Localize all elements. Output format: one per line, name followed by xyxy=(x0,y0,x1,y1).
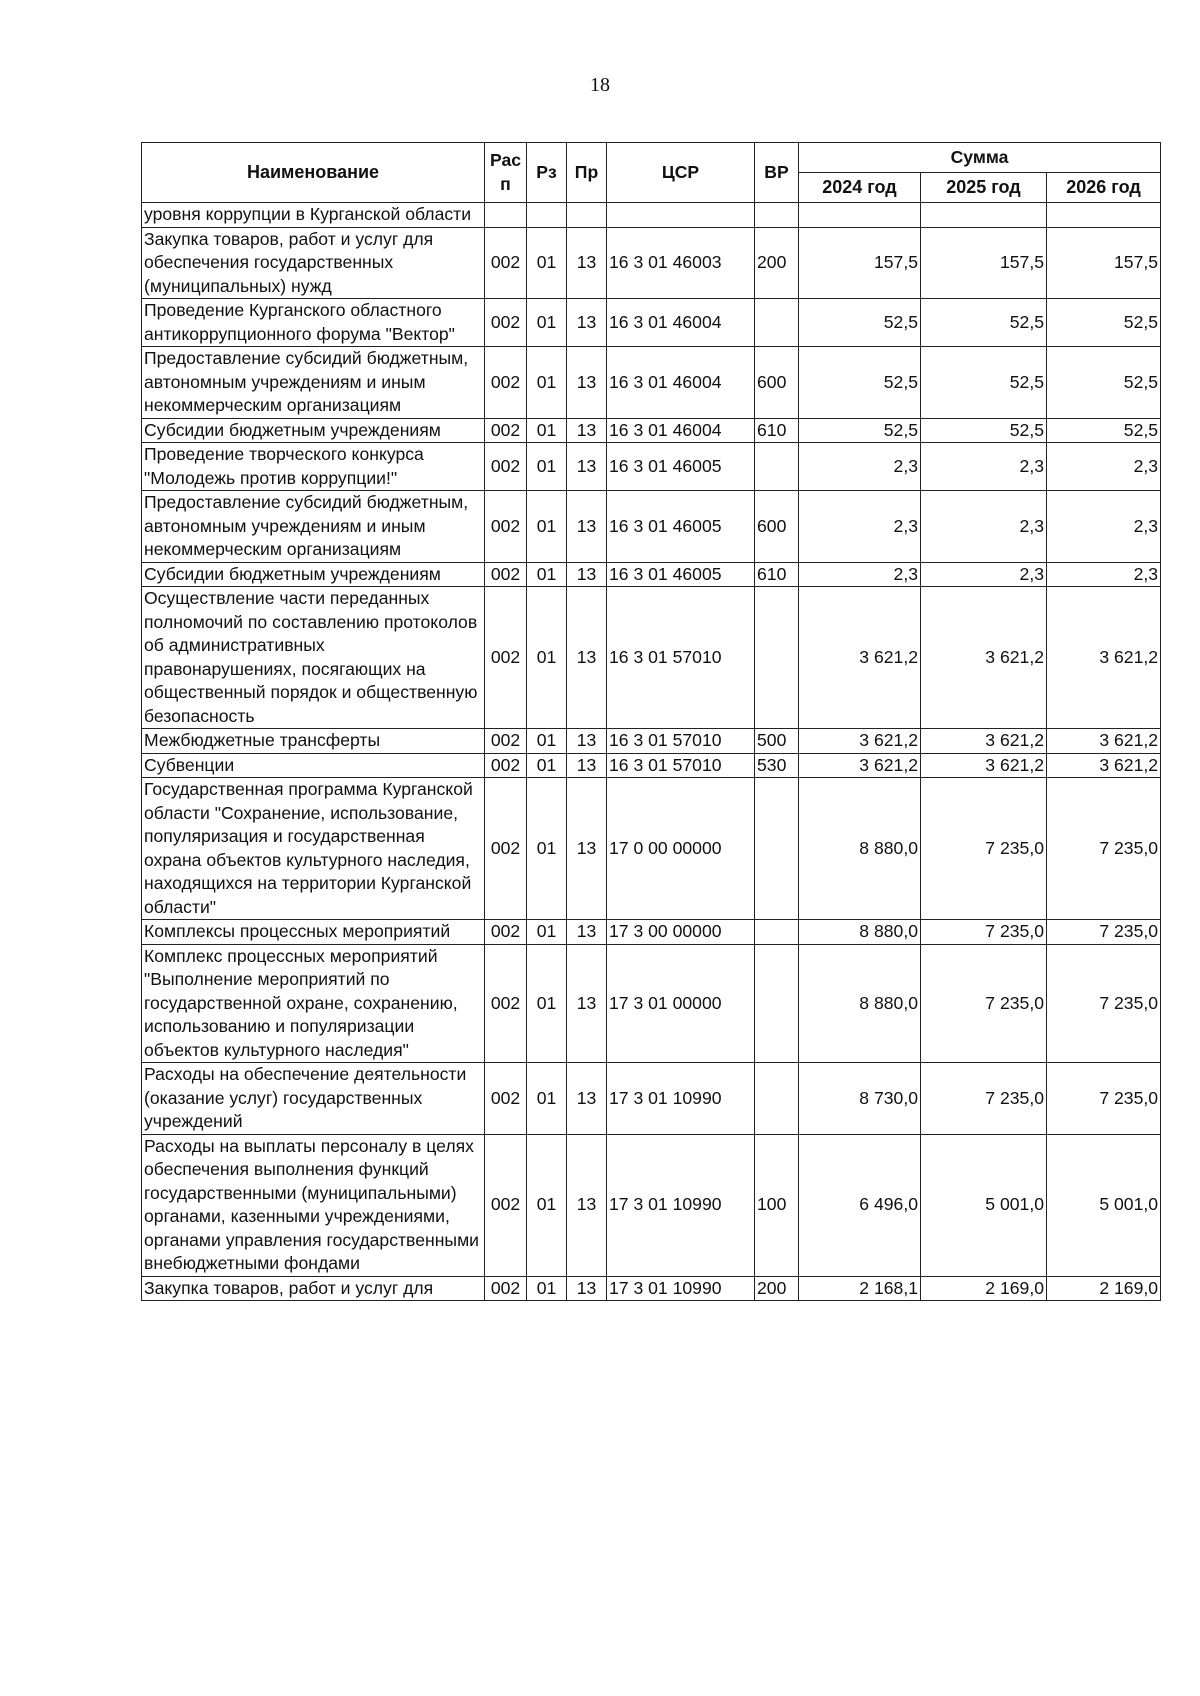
cell-sum-2025: 2,3 xyxy=(921,491,1047,563)
cell-rz: 01 xyxy=(527,1134,567,1276)
cell-csr: 16 3 01 57010 xyxy=(607,753,755,778)
cell-sum-2026: 5 001,0 xyxy=(1047,1134,1161,1276)
table-row xyxy=(142,778,1161,920)
cell-rasp: 002 xyxy=(485,729,527,754)
cell-name: Предоставление субсидий бюджетным, автономным учреждениям и иным некоммерческим организациям xyxy=(142,347,485,419)
cell-name: Государственная программа Курганской области "Сохранение, использование, популяризация и государственная охрана объектов культурного наследия, находящихся на территории Курганской области" xyxy=(142,778,485,920)
cell-rasp: 002 xyxy=(485,753,527,778)
cell-sum-2024: 157,5 xyxy=(799,227,921,299)
table-row xyxy=(142,1276,1161,1301)
cell-sum-2024: 8 880,0 xyxy=(799,920,921,945)
cell-pr: 13 xyxy=(567,1063,607,1135)
cell-rz: 01 xyxy=(527,299,567,347)
cell-sum-2024 xyxy=(799,203,921,228)
cell-csr: 16 3 01 57010 xyxy=(607,729,755,754)
cell-sum-2025: 3 621,2 xyxy=(921,753,1047,778)
cell-rasp: 002 xyxy=(485,944,527,1063)
cell-vr xyxy=(755,587,799,729)
cell-rz: 01 xyxy=(527,944,567,1063)
cell-rasp: 002 xyxy=(485,347,527,419)
cell-sum-2026: 3 621,2 xyxy=(1047,753,1161,778)
cell-rz: 01 xyxy=(527,562,567,587)
cell-sum-2025: 2 169,0 xyxy=(921,1276,1047,1301)
cell-sum-2024: 3 621,2 xyxy=(799,587,921,729)
cell-name: Комплексы процессных мероприятий xyxy=(142,920,485,945)
cell-sum-2026: 7 235,0 xyxy=(1047,920,1161,945)
cell-csr: 16 3 01 46003 xyxy=(607,227,755,299)
header-pr: Пр xyxy=(567,143,607,203)
table-row xyxy=(142,920,1161,945)
cell-pr: 13 xyxy=(567,491,607,563)
cell-vr: 610 xyxy=(755,562,799,587)
cell-name: Проведение творческого конкурса "Молодежь против коррупции!" xyxy=(142,443,485,491)
cell-vr: 500 xyxy=(755,729,799,754)
cell-sum-2024: 2,3 xyxy=(799,562,921,587)
cell-sum-2025: 52,5 xyxy=(921,299,1047,347)
cell-name: Закупка товаров, работ и услуг для xyxy=(142,1276,485,1301)
cell-rasp: 002 xyxy=(485,1276,527,1301)
cell-sum-2024: 6 496,0 xyxy=(799,1134,921,1276)
cell-sum-2024: 2,3 xyxy=(799,443,921,491)
cell-sum-2026: 157,5 xyxy=(1047,227,1161,299)
cell-rz: 01 xyxy=(527,920,567,945)
cell-sum-2025: 52,5 xyxy=(921,418,1047,443)
cell-csr: 16 3 01 46005 xyxy=(607,443,755,491)
header-year-2024: 2024 год xyxy=(799,173,921,203)
cell-rasp: 002 xyxy=(485,587,527,729)
cell-rasp: 002 xyxy=(485,1063,527,1135)
cell-csr xyxy=(607,203,755,228)
header-csr: ЦСР xyxy=(607,143,755,203)
cell-sum-2024: 2 168,1 xyxy=(799,1276,921,1301)
cell-rz xyxy=(527,203,567,228)
cell-vr: 600 xyxy=(755,347,799,419)
cell-sum-2026: 52,5 xyxy=(1047,418,1161,443)
cell-sum-2026: 3 621,2 xyxy=(1047,587,1161,729)
table-row xyxy=(142,753,1161,778)
cell-sum-2024: 52,5 xyxy=(799,299,921,347)
cell-sum-2025: 7 235,0 xyxy=(921,944,1047,1063)
cell-sum-2026: 7 235,0 xyxy=(1047,778,1161,920)
table-row xyxy=(142,944,1161,1063)
cell-rz: 01 xyxy=(527,491,567,563)
cell-sum-2026 xyxy=(1047,203,1161,228)
table-row xyxy=(142,227,1161,299)
table-row xyxy=(142,1063,1161,1135)
cell-rasp: 002 xyxy=(485,443,527,491)
cell-sum-2026: 52,5 xyxy=(1047,347,1161,419)
page-number: 18 xyxy=(590,74,610,96)
cell-name: Субсидии бюджетным учреждениям xyxy=(142,418,485,443)
cell-pr: 13 xyxy=(567,347,607,419)
cell-vr: 530 xyxy=(755,753,799,778)
header-name: Наименование xyxy=(142,143,485,203)
cell-pr: 13 xyxy=(567,587,607,729)
cell-rasp: 002 xyxy=(485,778,527,920)
cell-csr: 17 3 01 00000 xyxy=(607,944,755,1063)
table-row xyxy=(142,729,1161,754)
cell-csr: 16 3 01 46005 xyxy=(607,491,755,563)
table-row xyxy=(142,299,1161,347)
table-row xyxy=(142,347,1161,419)
cell-rz: 01 xyxy=(527,418,567,443)
cell-rz: 01 xyxy=(527,227,567,299)
cell-name: Расходы на выплаты персоналу в целях обеспечения выполнения функций государственными (муниципальными) органами, казенными учреждениями, органами управления государственными внебюджетными фондами xyxy=(142,1134,485,1276)
cell-vr: 610 xyxy=(755,418,799,443)
cell-csr: 17 3 01 10990 xyxy=(607,1063,755,1135)
cell-name: Расходы на обеспечение деятельности (оказание услуг) государственных учреждений xyxy=(142,1063,485,1135)
cell-csr: 16 3 01 46004 xyxy=(607,347,755,419)
cell-pr: 13 xyxy=(567,753,607,778)
cell-name: Осуществление части переданных полномочий по составлению протоколов об административных правонарушениях, посягающих на общественный порядок и общественную безопасность xyxy=(142,587,485,729)
cell-vr: 100 xyxy=(755,1134,799,1276)
cell-csr: 16 3 01 46004 xyxy=(607,299,755,347)
cell-vr xyxy=(755,443,799,491)
cell-vr: 200 xyxy=(755,227,799,299)
cell-rz: 01 xyxy=(527,1276,567,1301)
cell-sum-2025: 7 235,0 xyxy=(921,778,1047,920)
cell-rasp: 002 xyxy=(485,299,527,347)
cell-vr xyxy=(755,920,799,945)
cell-sum-2024: 52,5 xyxy=(799,418,921,443)
cell-vr xyxy=(755,299,799,347)
cell-rasp: 002 xyxy=(485,920,527,945)
cell-vr xyxy=(755,778,799,920)
cell-rz: 01 xyxy=(527,729,567,754)
cell-sum-2026: 52,5 xyxy=(1047,299,1161,347)
cell-sum-2024: 8 880,0 xyxy=(799,778,921,920)
cell-sum-2024: 8 730,0 xyxy=(799,1063,921,1135)
cell-name: Проведение Курганского областного антикоррупционного форума "Вектор" xyxy=(142,299,485,347)
cell-sum-2025: 2,3 xyxy=(921,443,1047,491)
header-sum: Сумма xyxy=(799,143,1161,173)
table-row xyxy=(142,562,1161,587)
cell-rz: 01 xyxy=(527,753,567,778)
cell-sum-2026: 2 169,0 xyxy=(1047,1276,1161,1301)
cell-sum-2025: 2,3 xyxy=(921,562,1047,587)
cell-sum-2024: 3 621,2 xyxy=(799,729,921,754)
cell-csr: 17 0 00 00000 xyxy=(607,778,755,920)
cell-csr: 16 3 01 46004 xyxy=(607,418,755,443)
cell-pr xyxy=(567,203,607,228)
header-vr: ВР xyxy=(755,143,799,203)
table-row xyxy=(142,1134,1161,1276)
cell-sum-2024: 2,3 xyxy=(799,491,921,563)
cell-sum-2025: 3 621,2 xyxy=(921,587,1047,729)
cell-name: Субсидии бюджетным учреждениям xyxy=(142,562,485,587)
cell-sum-2026: 7 235,0 xyxy=(1047,1063,1161,1135)
cell-sum-2026: 7 235,0 xyxy=(1047,944,1161,1063)
cell-pr: 13 xyxy=(567,418,607,443)
table-row xyxy=(142,418,1161,443)
cell-csr: 17 3 01 10990 xyxy=(607,1276,755,1301)
cell-sum-2025: 157,5 xyxy=(921,227,1047,299)
cell-vr xyxy=(755,944,799,1063)
cell-csr: 16 3 01 46005 xyxy=(607,562,755,587)
cell-sum-2025: 7 235,0 xyxy=(921,920,1047,945)
cell-rz: 01 xyxy=(527,443,567,491)
cell-name: Предоставление субсидий бюджетным, автономным учреждениям и иным некоммерческим организациям xyxy=(142,491,485,563)
cell-csr: 16 3 01 57010 xyxy=(607,587,755,729)
cell-name: Комплекс процессных мероприятий "Выполнение мероприятий по государственной охране, сохранению, использованию и популяризации объектов культурного наследия" xyxy=(142,944,485,1063)
cell-pr: 13 xyxy=(567,1276,607,1301)
cell-rz: 01 xyxy=(527,587,567,729)
cell-pr: 13 xyxy=(567,944,607,1063)
cell-name: Субвенции xyxy=(142,753,485,778)
cell-name: Закупка товаров, работ и услуг для обеспечения государственных (муниципальных) нужд xyxy=(142,227,485,299)
cell-pr: 13 xyxy=(567,443,607,491)
cell-sum-2024: 8 880,0 xyxy=(799,944,921,1063)
cell-rasp: 002 xyxy=(485,1134,527,1276)
cell-sum-2025: 3 621,2 xyxy=(921,729,1047,754)
cell-rasp: 002 xyxy=(485,227,527,299)
cell-rasp xyxy=(485,203,527,228)
header-year-2026: 2026 год xyxy=(1047,173,1161,203)
cell-rasp: 002 xyxy=(485,491,527,563)
header-year-2025: 2025 год xyxy=(921,173,1047,203)
cell-vr xyxy=(755,203,799,228)
cell-sum-2025: 52,5 xyxy=(921,347,1047,419)
cell-pr: 13 xyxy=(567,729,607,754)
cell-rasp: 002 xyxy=(485,418,527,443)
cell-name: Межбюджетные трансферты xyxy=(142,729,485,754)
header-rasp: Рас п xyxy=(485,143,527,203)
header-rz: Рз xyxy=(527,143,567,203)
cell-sum-2025 xyxy=(921,203,1047,228)
table-row xyxy=(142,491,1161,563)
table-row xyxy=(142,587,1161,729)
cell-pr: 13 xyxy=(567,1134,607,1276)
cell-vr xyxy=(755,1063,799,1135)
cell-sum-2026: 2,3 xyxy=(1047,491,1161,563)
cell-vr: 200 xyxy=(755,1276,799,1301)
cell-sum-2026: 3 621,2 xyxy=(1047,729,1161,754)
cell-sum-2025: 7 235,0 xyxy=(921,1063,1047,1135)
cell-csr: 17 3 00 00000 xyxy=(607,920,755,945)
cell-rasp: 002 xyxy=(485,562,527,587)
table-body xyxy=(142,203,1161,1301)
cell-rz: 01 xyxy=(527,778,567,920)
cell-sum-2025: 5 001,0 xyxy=(921,1134,1047,1276)
cell-sum-2026: 2,3 xyxy=(1047,562,1161,587)
cell-csr: 17 3 01 10990 xyxy=(607,1134,755,1276)
cell-sum-2024: 3 621,2 xyxy=(799,753,921,778)
cell-pr: 13 xyxy=(567,562,607,587)
cell-sum-2024: 52,5 xyxy=(799,347,921,419)
cell-vr: 600 xyxy=(755,491,799,563)
cell-pr: 13 xyxy=(567,778,607,920)
cell-pr: 13 xyxy=(567,920,607,945)
cell-pr: 13 xyxy=(567,227,607,299)
table-row xyxy=(142,203,1161,228)
cell-name: уровня коррупции в Курганской области xyxy=(142,203,485,228)
cell-sum-2026: 2,3 xyxy=(1047,443,1161,491)
cell-rz: 01 xyxy=(527,347,567,419)
table-row xyxy=(142,443,1161,491)
cell-pr: 13 xyxy=(567,299,607,347)
cell-rz: 01 xyxy=(527,1063,567,1135)
budget-table xyxy=(141,142,1161,1301)
